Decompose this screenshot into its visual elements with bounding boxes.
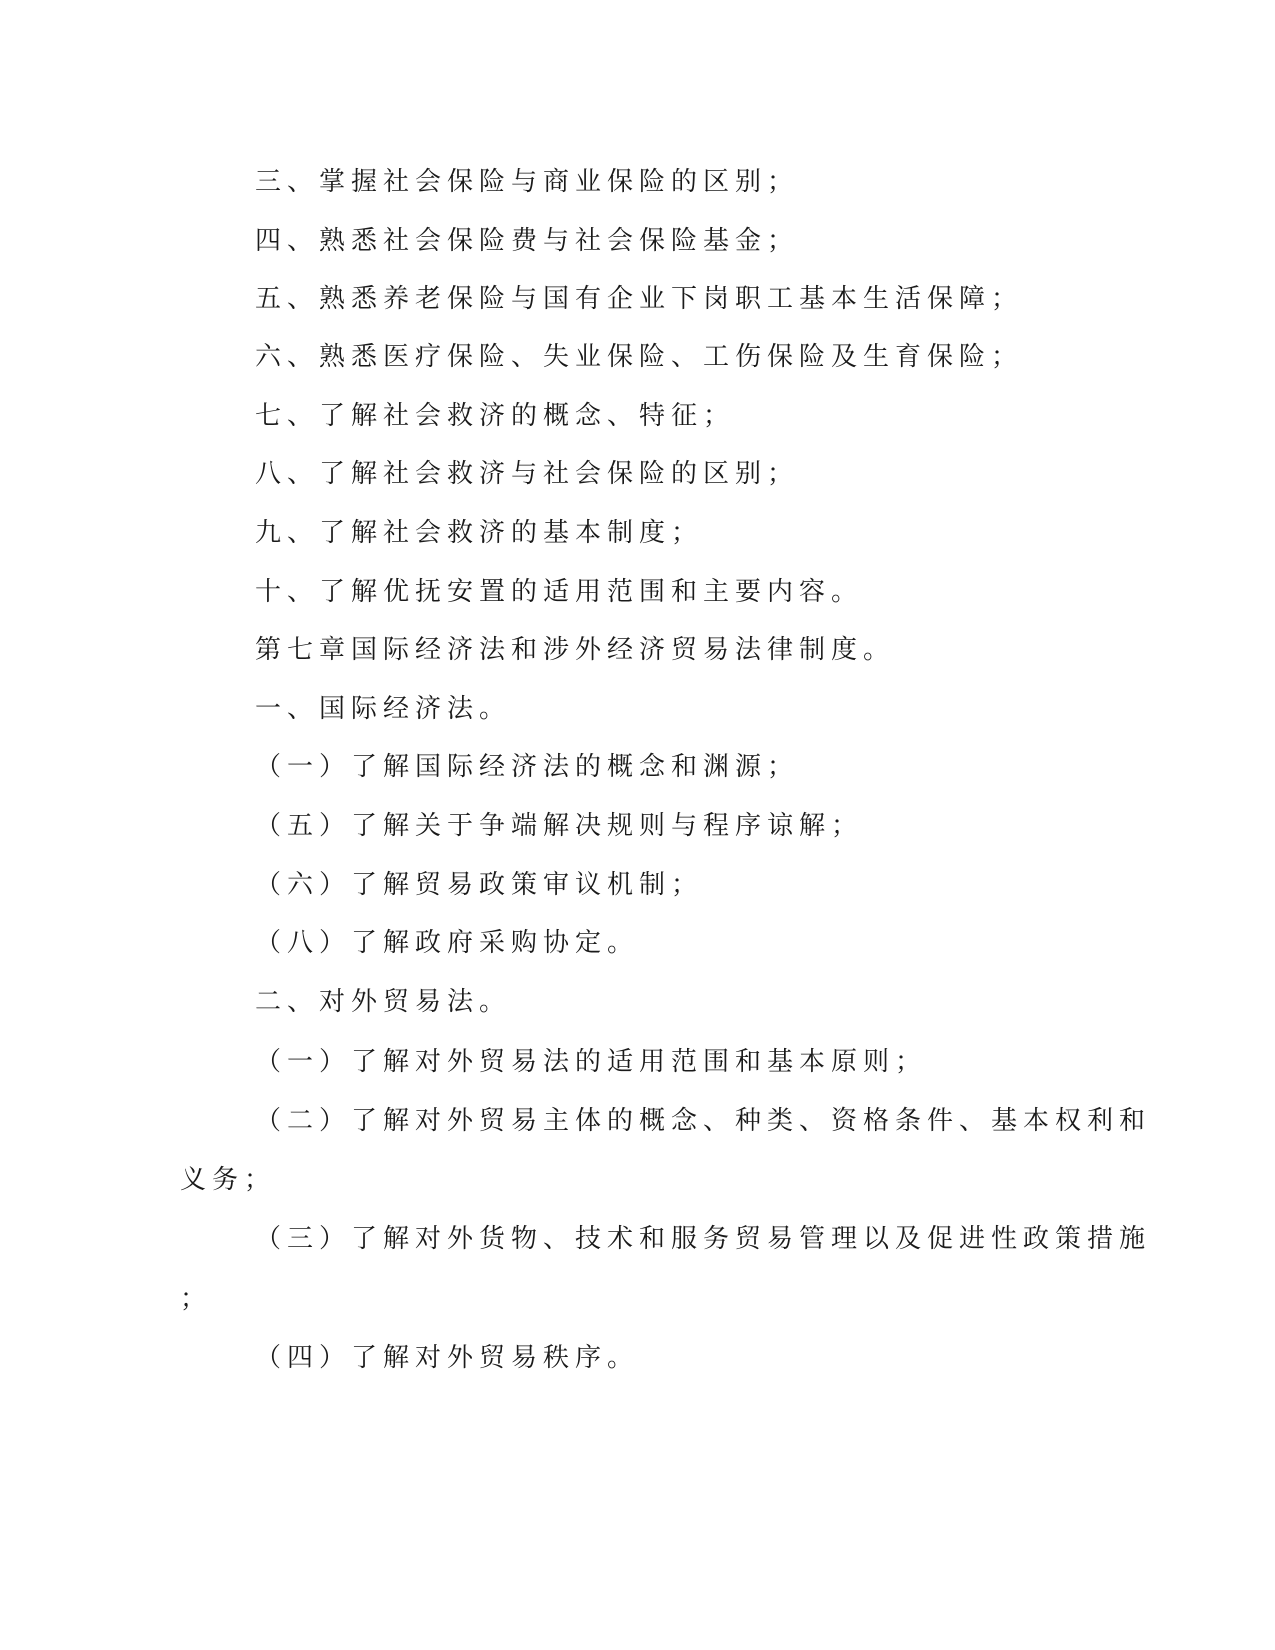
paragraph: （一）了解国际经济法的概念和渊源； xyxy=(255,752,800,782)
paragraph: （二）了解对外贸易主体的概念、种类、资格条件、基本权利和 xyxy=(255,1106,1152,1136)
paragraph: 五、熟悉养老保险与国有企业下岗职工基本生活保障； xyxy=(255,284,1024,314)
paragraph: （六）了解贸易政策审议机制； xyxy=(255,870,704,900)
paragraph-continuation: 义务； xyxy=(180,1165,277,1195)
paragraph: （四）了解对外贸易秩序。 xyxy=(255,1343,640,1373)
paragraph: 四、熟悉社会保险费与社会保险基金； xyxy=(255,226,800,256)
paragraph: （一）了解对外贸易法的适用范围和基本原则； xyxy=(255,1047,928,1077)
section-heading: 二、对外贸易法。 xyxy=(255,987,512,1017)
paragraph-continuation: ； xyxy=(180,1284,213,1314)
paragraph: 八、了解社会救济与社会保险的区别； xyxy=(255,459,800,489)
paragraph: （三）了解对外货物、技术和服务贸易管理以及促进性政策措施 xyxy=(255,1224,1152,1254)
paragraph: 六、熟悉医疗保险、失业保险、工伤保险及生育保险； xyxy=(255,342,1024,372)
section-heading: 一、国际经济法。 xyxy=(255,694,512,724)
paragraph: 十、了解优抚安置的适用范围和主要内容。 xyxy=(255,577,864,607)
paragraph: 九、了解社会救济的基本制度； xyxy=(255,518,704,548)
paragraph: 七、了解社会救济的概念、特征； xyxy=(255,401,736,431)
paragraph: 三、掌握社会保险与商业保险的区别； xyxy=(255,167,800,197)
chapter-heading: 第七章国际经济法和涉外经济贸易法律制度。 xyxy=(255,635,896,665)
paragraph: （五）了解关于争端解决规则与程序谅解； xyxy=(255,811,864,841)
paragraph: （八）了解政府采购协定。 xyxy=(255,928,640,958)
